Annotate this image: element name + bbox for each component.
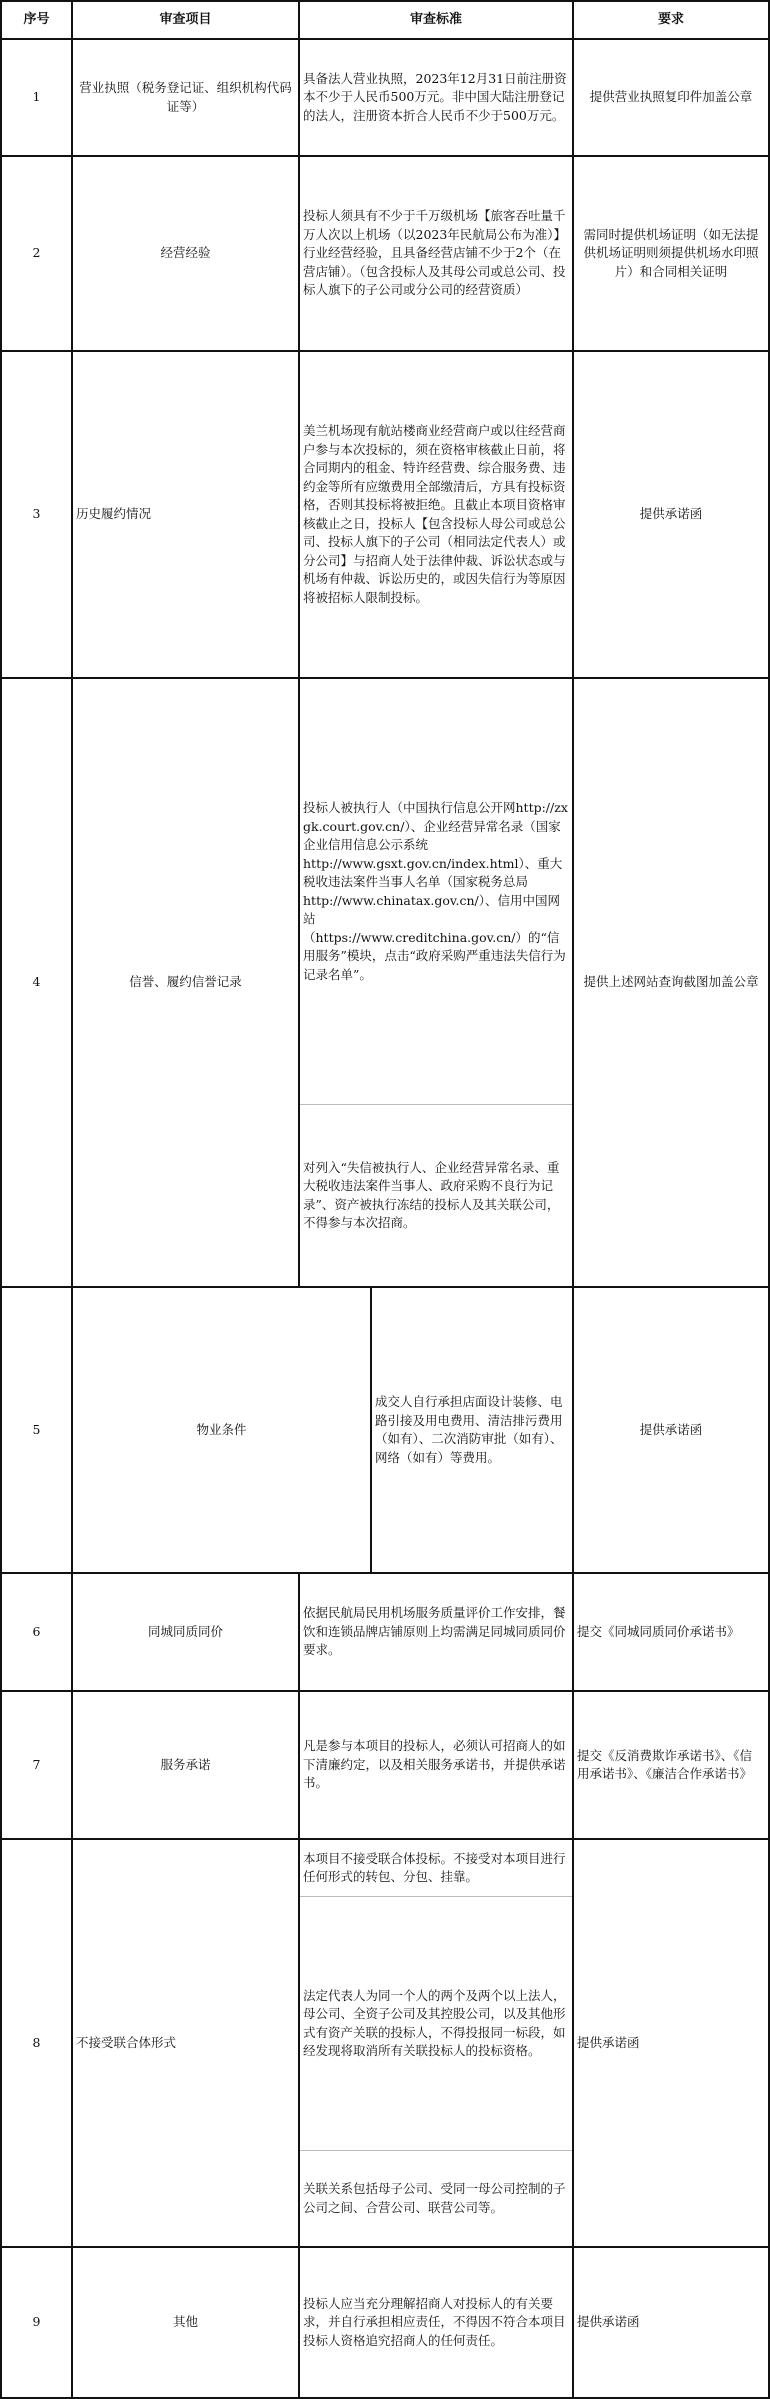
row-9-requirement [577,2248,764,2397]
row-8-standard-c [303,2151,569,2246]
row-3-requirement-text: 提供承诺函 [639,506,703,522]
row-8-item-text: 不接受联合体形式 [76,2034,177,2050]
col-divider [298,0,300,1288]
row-1-standard-text: 具备法人营业执照，2023年12月31日前注册资本不少于人民币500万元。非中国大陆注册登记的法人，注册资本折合人民币不少于500万元。 [303,70,567,123]
row-2-requirement [580,157,762,350]
row-7-requirement [577,1692,764,1838]
row-6-requirement [577,1574,764,1690]
header-item: 审查项目 [159,11,212,27]
row-9-no: 9 [32,2314,41,2330]
row-6-standard [303,1574,569,1690]
row-1-item [77,40,294,155]
row-8-standard-a-text: 本项目不接受联合体投标。不接受对本项目进行任何形式的转包、分包、挂靠。 [303,1850,566,1884]
header-no: 序号 [23,11,50,27]
row-2-standard [303,157,569,350]
row-1-item-text: 营业执照（税务登记证、组织机构代码证等） [79,80,292,114]
row-4-item-text: 信誉、履约信誉记录 [129,974,242,990]
row-4-standard-b [303,1105,569,1286]
row-9-item-text: 其他 [172,2314,198,2330]
row-9-item [77,2248,294,2397]
row-5-item-text: 物业条件 [196,1421,247,1437]
row-4-standard-a-text: 投标人被执行人（中国执行信息公开网http://zxgk.court.gov.cn/）、企业经营异常名录（国家企业信用信息公示系统 http://www.gsxt.gov.cn/index.html）、重大税收违法案件当事人名单（国家税务总局 http://www.chinatax.gov.cn/）、信用中国网站 （https://www.creditchina.gov.cn/）的“信用服务”模块，点击“政府采购严重违法失信行为记录名单”。 [303,800,568,982]
col-divider [572,0,574,2399]
row-5-standard [375,1288,569,1572]
row-8-no: 8 [32,2034,41,2050]
row-8-requirement-text: 提供承诺函 [577,2034,640,2050]
row-8-standard-b [303,1897,569,2150]
row-6-item-text: 同城同质同价 [147,1623,223,1639]
row-8-standard-b-text: 法定代表人为同一个人的两个及两个以上法人，母公司、全资子公司及其控股公司，以及其他形式有资产关联的投标人，不得投报同一标段，如经发现将取消所有关联投标人的投标资格。 [303,1987,566,2058]
row-6-item [77,1574,294,1690]
col-divider [298,1572,300,2399]
row-2-standard-text: 投标人须具有不少于千万级机场【旅客吞吐量千万人次以上机场（以2023年民航局公布为准）】行业经营经验，且具备经营店铺不少于2个（在营店铺）。（包含投标人及其母公司或总公司、投标人旗下的子公司或分公司的经营资质） [303,208,567,298]
row-5-requirement-text: 提供承诺函 [639,1421,703,1437]
row-2-item-text: 经营经验 [160,245,211,261]
row-6-standard-text: 依据民航局民用机场服务质量评价工作安排，餐饮和连锁品牌店铺原则上均需满足同城同质同价要求。 [303,1605,566,1658]
row-8-standard-a [303,1840,569,1896]
header-standard: 审查标准 [409,11,462,27]
row-5-no: 5 [32,1421,41,1437]
row-3-standard [303,352,569,677]
row-2-requirement-text: 需同时提供机场证明（如无法提供机场证明则须提供机场水印照片）和合同相关证明 [583,226,759,279]
row-4-requirement [580,679,762,1286]
row-3-requirement [580,352,762,677]
row-5-item [77,1288,366,1572]
row-4-standard-a [303,679,569,1104]
row-5-standard-text: 成交人自行承担店面设计装修、电路引接及用电费用、清洁排污费用（如有）、二次消防审批（如有）、网络（如有）等费用。 [375,1394,563,1465]
row-7-no: 7 [32,1756,41,1772]
row-2-no: 2 [32,245,41,261]
row-5-requirement [580,1288,762,1572]
row-1-no: 1 [32,89,41,105]
row-6-no: 6 [32,1623,41,1639]
col-divider [71,0,73,2399]
row-8-standard-c-text: 关联关系包括母子公司、受同一母公司控制的子公司之间、合营公司、联营公司等。 [303,2181,566,2215]
row-1-requirement-text: 提供营业执照复印件加盖公章 [589,89,753,105]
row-2-item [77,157,294,350]
row-9-standard [303,2248,569,2397]
row-3-no: 3 [32,506,41,522]
row-7-item-text: 服务承诺 [160,1756,211,1772]
row-7-standard [303,1692,569,1838]
row-7-requirement-text: 提交《反消费欺诈承诺书》、《信用承诺书》、《廉洁合作承诺书》 [577,1747,753,1781]
row-4-no: 4 [32,974,41,990]
row-8-requirement [577,1840,764,2246]
row-1-standard [303,40,569,155]
row-1-requirement [580,40,762,155]
row-7-item [77,1692,294,1838]
row-6-requirement-text: 提交《同城同质同价承诺书》 [577,1623,740,1639]
row-9-requirement-text: 提供承诺函 [577,2314,640,2330]
row-9-standard-text: 投标人应当充分理解招商人对投标人的有关要求，并自行承担相应责任，不得因不符合本项目投标人资格追究招商人的任何责任。 [303,2295,566,2348]
row-8-item [76,1840,294,2246]
row-4-requirement-text: 提供上述网站查询截图加盖公章 [583,974,759,990]
row-7-standard-text: 凡是参与本项目的投标人，必须认可招商人的如下清廉约定，以及相关服务承诺书，并提供承诺书。 [303,1738,566,1791]
header-requirement: 要求 [657,11,684,27]
row-4-item [77,679,294,1286]
row-3-item [76,352,294,677]
col-divider [370,1286,372,1572]
row-4-standard-b-text: 对列入“失信被执行人、企业经营异常名录、重大税收违法案件当事人、政府采购不良行为记录”、资产被执行冻结的投标人及其关联公司，不得参与本次招商。 [303,1159,560,1230]
row-3-standard-text: 美兰机场现有航站楼商业经营商户或以往经营商户参与本次投标的，须在资格审核截止日前，将合同期内的租金、特许经营费、综合服务费、违约金等所有应缴费用全部缴清后，方具有投标资格，否则其投标将被拒绝。且截止本项目资格审核截止之日，投标人【包含投标人母公司或总公司、投标人旗下的子公司（相同法定代表人）或分公司】与招商人处于法律仲裁、诉讼状态或与机场有仲裁、诉讼历史的，或因失信行为等原因将被招标人限制投标。 [303,423,566,605]
row-3-item-text: 历史履约情况 [76,506,152,522]
